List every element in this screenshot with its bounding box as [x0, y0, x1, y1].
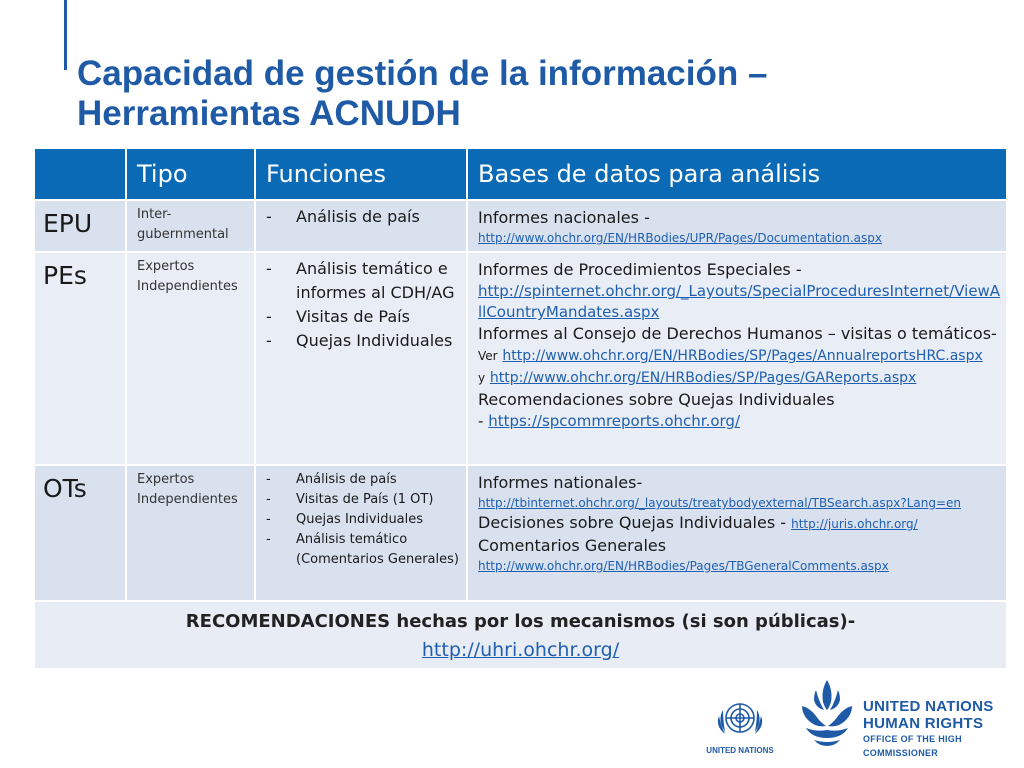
header-funciones: Funciones	[255, 148, 467, 200]
row-funciones	[255, 252, 467, 465]
funcion-item: - Análisis temático e informes al CDH/AG	[264, 257, 464, 305]
row-code: PEs	[34, 252, 126, 465]
tools-table	[33, 147, 1008, 670]
row-funciones	[255, 200, 467, 252]
funcion-item: - Análisis de país	[264, 205, 464, 229]
header-bases-datos: Bases de datos para análisis	[467, 148, 1007, 200]
hr-logo-line3: OFFICE OF THE HIGH COMMISSIONER	[863, 734, 962, 758]
db-link-tb-search[interactable]: http://tbinternet.ohchr.org/_layouts/treatybodyexternal/TBSearch.aspx?Lang=en	[478, 496, 962, 510]
header-tipo: Tipo	[126, 148, 255, 200]
db-ver: Ver	[478, 349, 498, 363]
db-text: Informes nationales-	[478, 473, 643, 492]
hr-logo-line1: UNITED NATIONS	[863, 698, 994, 715]
recommendations-cell	[34, 601, 1007, 669]
db-text: Recomendaciones sobre Quejas Individuales	[478, 390, 835, 409]
row-databases	[467, 465, 1007, 601]
db-text: Informes nacionales -	[478, 208, 650, 227]
un-logo-label: UNITED NATIONS	[706, 746, 774, 755]
db-y: y	[478, 371, 486, 385]
db-link-juris[interactable]: http://juris.ohchr.org/	[791, 517, 918, 531]
row-tipo: Expertos Independientes	[126, 252, 255, 465]
row-funciones	[255, 465, 467, 601]
db-link-upr[interactable]: http://www.ohchr.org/EN/HRBodies/UPR/Pages/Documentation.aspx	[478, 231, 882, 245]
human-rights-emblem-icon	[796, 676, 858, 748]
table-header-row	[34, 148, 1007, 200]
funcion-item: - Quejas Individuales	[264, 510, 464, 530]
row-databases	[467, 252, 1007, 465]
row-tipo: Inter-gubernmental	[126, 200, 255, 252]
funcion-item: - Análisis temático (Comentarios Generales)	[264, 530, 464, 570]
header-empty	[34, 148, 126, 200]
hr-logo-line2: HUMAN RIGHTS	[863, 715, 984, 732]
db-text: Decisiones sobre Quejas Individuales -	[478, 513, 787, 532]
uhri-link[interactable]: http://uhri.ohchr.org/	[421, 639, 620, 661]
table-row-pes	[34, 252, 1007, 465]
db-link-annual-reports[interactable]: http://www.ohchr.org/EN/HRBodies/SP/Pages/AnnualreportsHRC.aspx	[502, 348, 983, 364]
funcion-item: - Visitas de País (1 OT)	[264, 490, 464, 510]
table-footer-row	[34, 601, 1007, 669]
db-dash: -	[478, 412, 484, 430]
human-rights-logo-text	[863, 698, 1024, 760]
db-link-special-procedures[interactable]: http://spinternet.ohchr.org/_Layouts/SpecialProceduresInternet/ViewAllCountryMandates.aspx	[478, 282, 1001, 321]
funcion-item: - Quejas Individuales	[264, 329, 464, 353]
row-code: OTs	[34, 465, 126, 601]
page-title: Capacidad de gestión de la información – Herramientas ACNUDH	[77, 54, 768, 133]
recommendations-text: RECOMENDACIONES hechas por los mecanismos (si son públicas)-	[185, 611, 856, 632]
db-link-general-comments[interactable]: http://www.ohchr.org/EN/HRBodies/Pages/TBGeneralComments.aspx	[478, 559, 889, 573]
db-link-ga-reports[interactable]: http://www.ohchr.org/EN/HRBodies/SP/Pages/GAReports.aspx	[489, 370, 917, 386]
row-code: EPU	[34, 200, 126, 252]
funcion-item: - Visitas de País	[264, 305, 464, 329]
row-databases	[467, 200, 1007, 252]
db-text: Informes al Consejo de Derechos Humanos – visitas o temáticos-	[478, 324, 997, 343]
accent-line	[64, 0, 67, 70]
db-text: Informes de Procedimientos Especiales -	[478, 260, 802, 279]
db-link-spcomm[interactable]: https://spcommreports.ohchr.org/	[488, 412, 741, 430]
row-tipo: Expertos Independientes	[126, 465, 255, 601]
table-row-epu	[34, 200, 1007, 252]
funcion-item: - Análisis de país	[264, 470, 464, 490]
table-row-ots	[34, 465, 1007, 601]
db-text: Comentarios Generales	[478, 536, 667, 555]
